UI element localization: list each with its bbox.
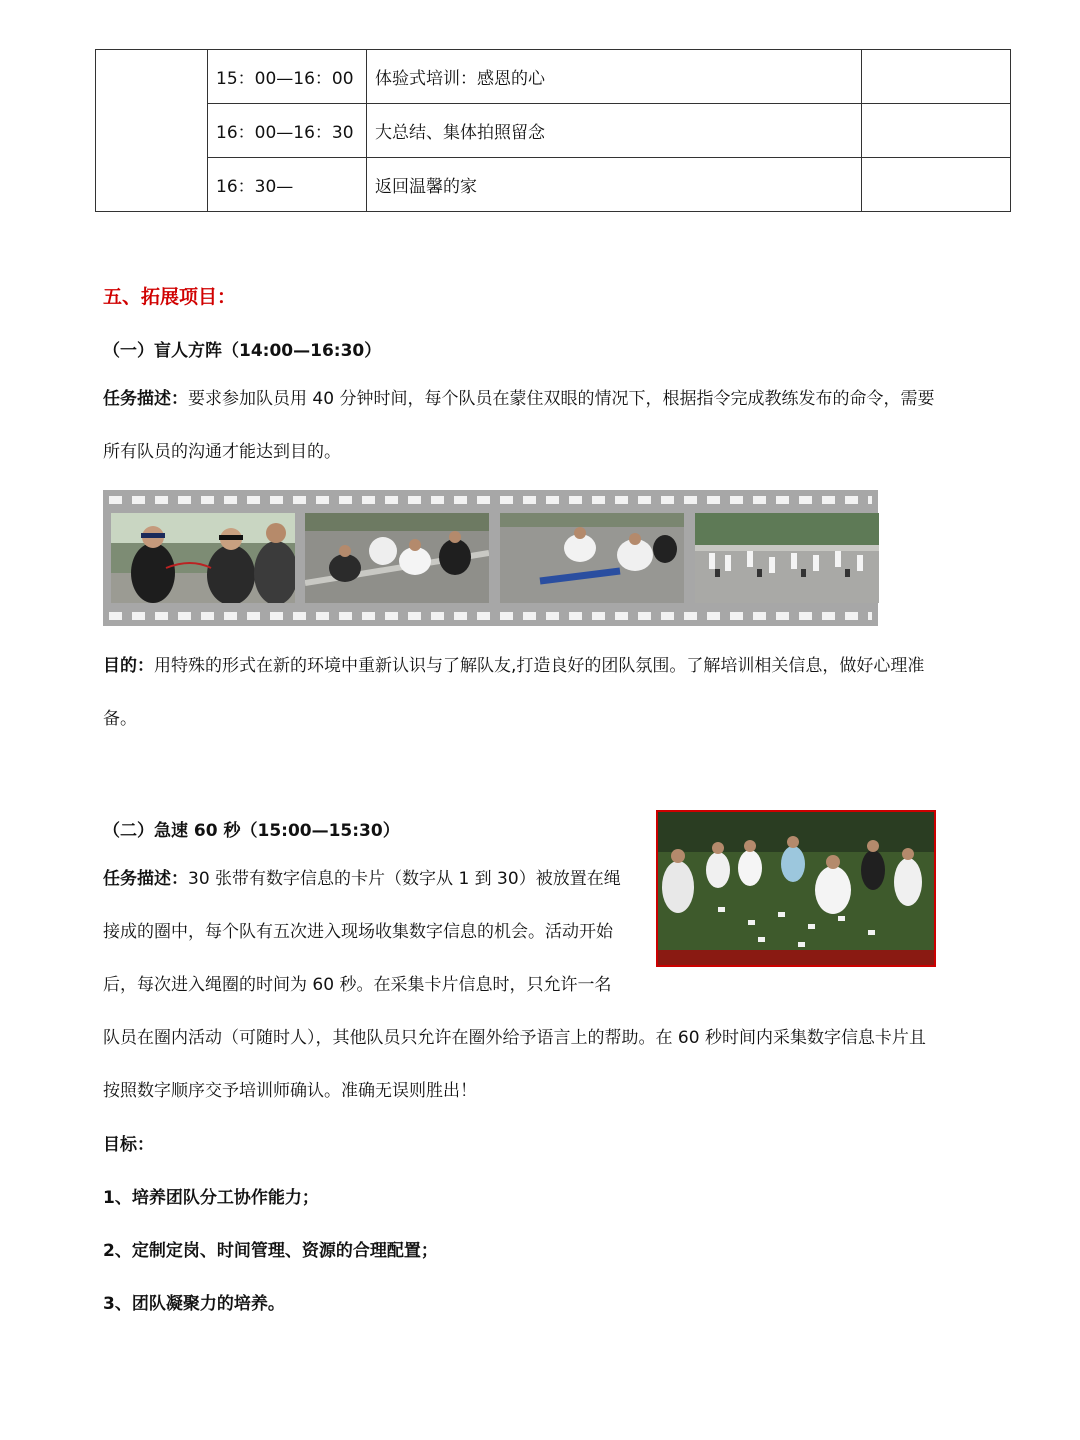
item1-task (103, 373, 1003, 479)
task-text: 30 张带有数字信息的卡片（数字从 1 到 30）被放置在绳 (188, 869, 621, 889)
photo-blindfold-rope (111, 513, 295, 603)
note-cell (862, 50, 1011, 104)
item2-task (103, 853, 1003, 1118)
film-holes-top (109, 496, 872, 504)
activity-cell: 体验式培训：感恩的心 (367, 50, 862, 104)
time-cell: 16：30— (208, 158, 367, 212)
photo-group-square (695, 513, 879, 603)
item2-goals (103, 1119, 1003, 1331)
photo-lying-member (500, 513, 684, 603)
goal-item: 1、培养团队分工协作能力； (103, 1188, 319, 1208)
table-row (96, 104, 1011, 158)
goals-label: 目标： (103, 1135, 154, 1155)
item2-task-line5: 按照数字顺序交予培训师确认。准确无误则胜出！ (103, 1081, 477, 1101)
goal-item: 2、定制定岗、时间管理、资源的合理配置； (103, 1241, 438, 1261)
purpose-label: 目的： (103, 656, 154, 676)
item1-task-line1 (103, 373, 1003, 426)
item1-task-line2: 所有队员的沟通才能达到目的。 (103, 442, 341, 462)
day-cell (96, 50, 208, 212)
schedule-table (95, 49, 1011, 212)
time-cell: 16：00—16：30 (208, 104, 367, 158)
task-text: 要求参加队员用 40 分钟时间，每个队员在蒙住双眼的情况下，根据指令完成教练发布的命令，需要 (188, 389, 935, 409)
photo-crouching-team (305, 513, 489, 603)
item2-task-line3: 后，每次进入绳圈的时间为 60 秒。在采集卡片信息时，只允许一名 (103, 975, 612, 995)
item1-purpose (103, 640, 1003, 746)
activity-cell: 返回温馨的家 (367, 158, 862, 212)
table-row (96, 158, 1011, 212)
task-label: 任务描述： (103, 869, 188, 889)
item1-title: （一）盲人方阵（14:00—16:30） (103, 341, 382, 361)
note-cell (862, 158, 1011, 212)
section-title: 五、拓展项目： (103, 286, 237, 308)
time-cell: 15：00—16：00 (208, 50, 367, 104)
item2-task-line1 (103, 853, 1003, 906)
note-cell (862, 104, 1011, 158)
table-row (96, 50, 1011, 104)
film-strip (103, 490, 878, 626)
purpose-text: 用特殊的形式在新的环境中重新认识与了解队友,打造良好的团队氛围。了解培训相关信息，做好心理准 (154, 656, 925, 676)
activity-cell: 大总结、集体拍照留念 (367, 104, 862, 158)
item1-purpose-line1 (103, 640, 1003, 693)
task-label: 任务描述： (103, 389, 188, 409)
item2-task-line4: 队员在圈内活动（可随时人），其他队员只允许在圈外给予语言上的帮助。在 60 秒时间内采集数字信息卡片且 (103, 1028, 926, 1048)
item2-title: （二）急速 60 秒（15:00—15:30） (103, 821, 400, 841)
goal-item: 3、团队凝聚力的培养。 (103, 1294, 285, 1314)
item2-task-line2: 接成的圈中，每个队有五次进入现场收集数字信息的机会。活动开始 (103, 922, 613, 942)
item1-purpose-line2: 备。 (103, 709, 137, 729)
film-holes-bottom (109, 612, 872, 620)
